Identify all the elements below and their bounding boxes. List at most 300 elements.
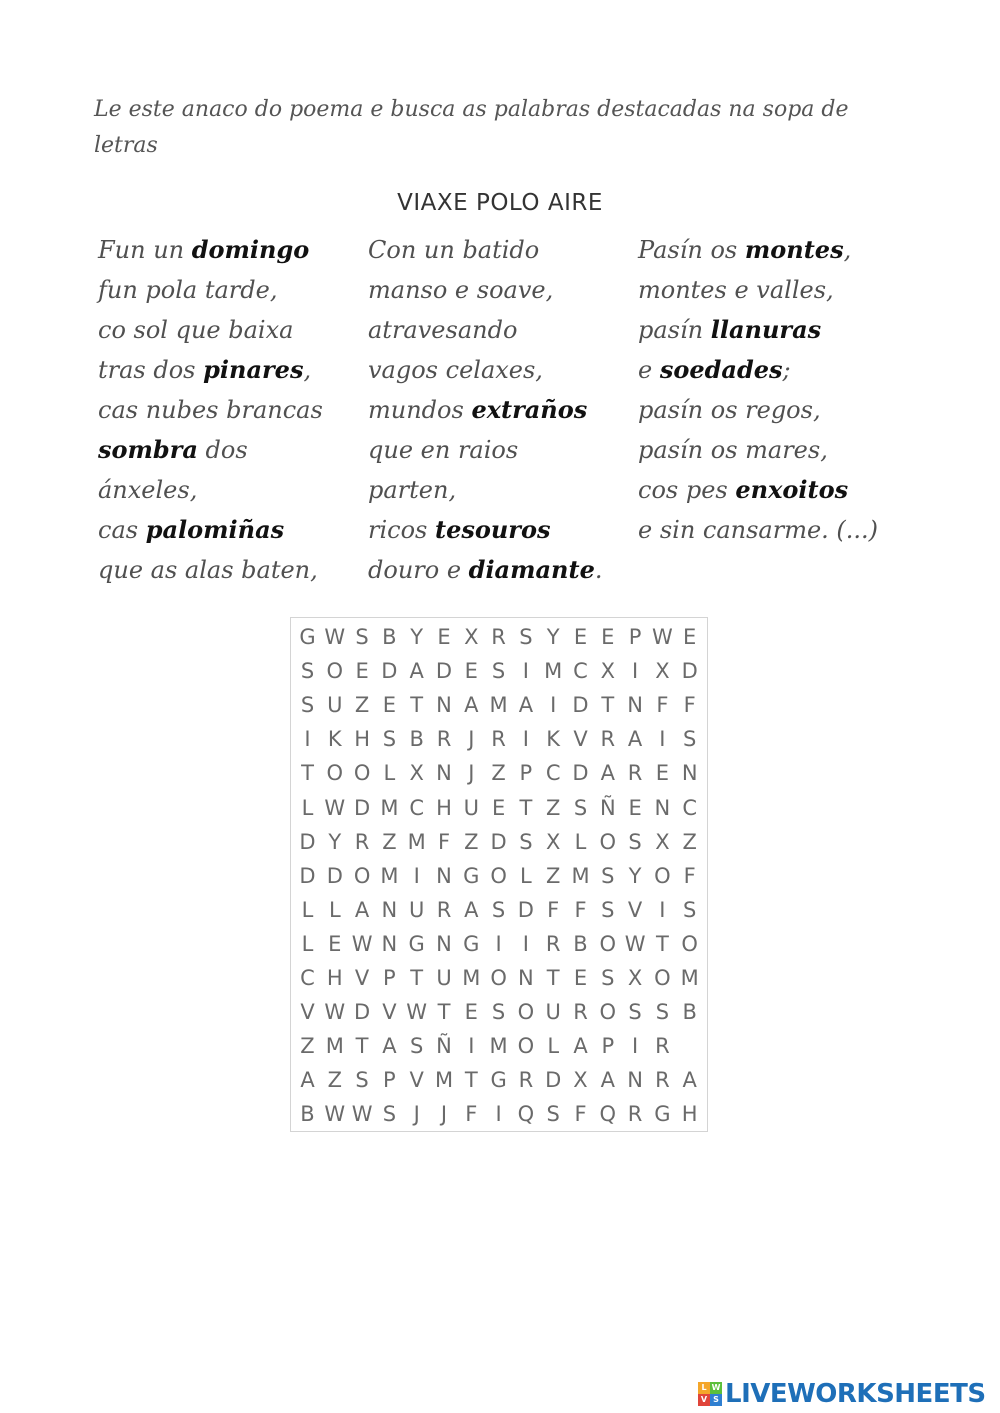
highlighted-word: sombra bbox=[98, 435, 198, 464]
grid-letter[interactable]: H bbox=[436, 795, 452, 820]
grid-letter[interactable]: A bbox=[382, 1034, 397, 1059]
grid-letter[interactable]: A bbox=[409, 659, 424, 684]
grid-letter[interactable]: S bbox=[491, 1000, 506, 1025]
poem-line-text: co sol que baixa bbox=[98, 316, 294, 344]
grid-letter[interactable]: V bbox=[354, 966, 370, 990]
grid-letter[interactable]: F bbox=[547, 897, 560, 922]
poem-line bbox=[638, 510, 878, 550]
grid-letter[interactable]: V bbox=[300, 1000, 315, 1025]
grid-letter[interactable]: H bbox=[326, 966, 343, 990]
grid-row bbox=[291, 927, 707, 961]
grid-row bbox=[291, 654, 707, 688]
grid-row bbox=[291, 1063, 707, 1097]
grid-letter[interactable]: S bbox=[300, 659, 315, 684]
grid-letter[interactable]: R bbox=[655, 1068, 670, 1093]
grid-letter[interactable]: J bbox=[413, 1102, 420, 1127]
grid-letter[interactable]: B bbox=[573, 931, 588, 956]
grid-letter[interactable]: D bbox=[545, 1068, 562, 1093]
poem-line bbox=[368, 430, 603, 470]
grid-letter[interactable]: P bbox=[519, 761, 533, 786]
poem-line-text: . bbox=[594, 556, 603, 584]
grid-letter[interactable]: O bbox=[599, 931, 617, 956]
grid-letter[interactable]: S bbox=[355, 625, 369, 649]
grid-letter[interactable]: L bbox=[383, 761, 396, 786]
grid-letter[interactable]: A bbox=[682, 1068, 697, 1093]
grid-letter[interactable]: D bbox=[354, 1000, 371, 1025]
grid-letter[interactable]: M bbox=[462, 966, 481, 990]
poem-line-text: e bbox=[638, 356, 660, 384]
grid-letter[interactable]: X bbox=[464, 625, 479, 649]
grid-letter[interactable]: M bbox=[544, 659, 563, 684]
grid-letter[interactable]: S bbox=[573, 795, 588, 820]
grid-letter[interactable]: T bbox=[601, 693, 615, 718]
grid-letter[interactable]: R bbox=[545, 931, 561, 956]
grid-letter[interactable]: S bbox=[519, 829, 533, 854]
grid-letter[interactable]: O bbox=[326, 659, 344, 684]
grid-letter[interactable]: E bbox=[655, 761, 670, 786]
grid-letter[interactable]: W bbox=[324, 1102, 346, 1127]
liveworksheets-icon bbox=[698, 1382, 722, 1406]
grid-letter[interactable]: X bbox=[655, 829, 670, 854]
grid-letter[interactable]: D bbox=[299, 863, 316, 888]
grid-row bbox=[291, 1097, 707, 1131]
brand-icon-tile: L bbox=[698, 1382, 710, 1394]
grid-letter[interactable]: Ñ bbox=[599, 795, 616, 820]
grid-letter[interactable]: H bbox=[681, 1102, 698, 1127]
poem-line-text: cas nubes brancas bbox=[98, 396, 323, 424]
grid-letter[interactable]: D bbox=[381, 659, 398, 684]
grid-letter[interactable]: M bbox=[571, 863, 590, 888]
grid-letter[interactable]: T bbox=[355, 1034, 369, 1059]
highlighted-word: montes bbox=[744, 235, 844, 264]
poem-title: VIAXE POLO AIRE bbox=[397, 190, 603, 216]
grid-letter[interactable]: E bbox=[437, 625, 451, 649]
grid-letter[interactable]: O bbox=[681, 931, 698, 956]
poem-line-text: mundos bbox=[368, 396, 472, 424]
grid-letter[interactable]: V bbox=[409, 1068, 424, 1093]
grid-letter[interactable]: T bbox=[437, 1000, 451, 1025]
grid-letter[interactable]: F bbox=[683, 693, 696, 718]
grid-letter[interactable]: F bbox=[574, 897, 587, 922]
poem-line-text: ricos bbox=[368, 516, 435, 544]
grid-letter[interactable]: C bbox=[682, 795, 698, 820]
grid-letter[interactable]: Z bbox=[327, 1068, 342, 1093]
grid-letter[interactable]: U bbox=[545, 1000, 561, 1025]
grid-letter[interactable]: A bbox=[354, 897, 370, 922]
grid-letter[interactable]: Y bbox=[410, 625, 424, 649]
grid-letter[interactable]: Q bbox=[517, 1102, 535, 1127]
poem-line-text: vagos celaxes, bbox=[368, 356, 543, 384]
grid-letter[interactable]: O bbox=[353, 761, 371, 786]
poem-line bbox=[98, 430, 323, 470]
grid-row bbox=[291, 893, 707, 927]
liveworksheets-logo bbox=[698, 1378, 986, 1410]
grid-letter[interactable]: N bbox=[518, 966, 534, 990]
poem-line bbox=[638, 230, 878, 270]
grid-letter[interactable]: B bbox=[682, 1000, 697, 1025]
grid-letter[interactable]: N bbox=[627, 693, 643, 718]
grid-letter[interactable]: I bbox=[522, 931, 529, 956]
grid-letter[interactable]: R bbox=[354, 829, 370, 854]
grid-letter[interactable]: D bbox=[326, 863, 343, 888]
grid-letter[interactable]: M bbox=[489, 1034, 508, 1059]
poem-line bbox=[638, 470, 878, 510]
grid-letter[interactable]: S bbox=[601, 863, 615, 888]
grid-letter[interactable]: P bbox=[383, 966, 396, 990]
grid-letter[interactable]: E bbox=[464, 1000, 478, 1025]
grid-letter[interactable]: A bbox=[464, 693, 479, 718]
grid-letter[interactable]: I bbox=[522, 659, 529, 684]
grid-letter[interactable]: S bbox=[628, 829, 642, 854]
grid-letter[interactable]: P bbox=[383, 1068, 396, 1093]
grid-letter[interactable]: X bbox=[600, 659, 615, 684]
grid-letter[interactable]: U bbox=[436, 966, 452, 990]
grid-letter[interactable]: Z bbox=[545, 795, 561, 820]
grid-letter[interactable]: Z bbox=[300, 1034, 315, 1059]
poem-line-text: que en raios bbox=[368, 436, 519, 464]
highlighted-word: pinares bbox=[203, 355, 304, 384]
grid-letter[interactable]: I bbox=[495, 931, 502, 956]
poem-line bbox=[638, 430, 878, 470]
grid-letter[interactable]: S bbox=[683, 897, 697, 922]
grid-letter[interactable]: S bbox=[683, 727, 697, 752]
grid-letter[interactable]: O bbox=[490, 966, 507, 990]
highlighted-word: domingo bbox=[191, 235, 310, 264]
grid-letter[interactable]: O bbox=[326, 761, 344, 786]
grid-letter[interactable]: I bbox=[522, 727, 529, 752]
poem-line bbox=[98, 310, 323, 350]
grid-letter[interactable]: H bbox=[354, 727, 370, 752]
grid-letter[interactable]: J bbox=[440, 1102, 448, 1127]
poem-line-text: ; bbox=[782, 356, 791, 384]
grid-letter[interactable]: G bbox=[299, 625, 316, 649]
poem-line bbox=[368, 270, 603, 310]
grid-row bbox=[291, 859, 707, 893]
grid-letter[interactable]: M bbox=[380, 795, 399, 820]
grid-letter[interactable]: N bbox=[627, 1068, 643, 1093]
grid-letter[interactable]: F bbox=[437, 829, 451, 854]
grid-letter[interactable]: B bbox=[409, 727, 424, 752]
grid-letter[interactable]: S bbox=[491, 897, 506, 922]
grid-letter[interactable]: M bbox=[680, 966, 699, 990]
grid-letter[interactable]: S bbox=[410, 1034, 424, 1059]
poem-line-text: , bbox=[843, 236, 852, 264]
grid-letter[interactable]: F bbox=[656, 693, 669, 718]
grid-letter[interactable]: M bbox=[407, 829, 426, 854]
grid-letter[interactable]: M bbox=[380, 863, 399, 888]
grid-letter[interactable]: F bbox=[574, 1102, 587, 1127]
stanza-1 bbox=[98, 230, 323, 590]
highlighted-word: enxoitos bbox=[735, 475, 849, 504]
grid-letter[interactable]: L bbox=[574, 829, 587, 854]
grid-row bbox=[291, 688, 707, 722]
grid-letter[interactable]: R bbox=[627, 761, 643, 786]
grid-letter[interactable]: E bbox=[464, 659, 478, 684]
grid-letter[interactable]: J bbox=[468, 761, 475, 786]
grid-letter[interactable]: W bbox=[351, 931, 373, 956]
grid-letter[interactable]: G bbox=[490, 1068, 507, 1093]
grid-letter[interactable]: I bbox=[304, 727, 311, 752]
highlighted-word: llanuras bbox=[710, 315, 822, 344]
grid-letter[interactable]: D bbox=[490, 829, 507, 854]
grid-letter[interactable]: F bbox=[683, 863, 696, 888]
grid-letter[interactable]: Z bbox=[682, 829, 697, 854]
grid-letter[interactable]: O bbox=[353, 863, 371, 888]
grid-letter[interactable]: R bbox=[600, 727, 616, 752]
poem-line-text: pasín bbox=[638, 316, 711, 344]
grid-row bbox=[291, 756, 707, 790]
grid-letter[interactable]: E bbox=[601, 625, 615, 649]
grid-letter[interactable]: W bbox=[324, 1000, 346, 1025]
grid-letter[interactable]: I bbox=[659, 727, 666, 752]
highlighted-word: tesouros bbox=[434, 515, 551, 544]
word-search-grid[interactable] bbox=[290, 617, 708, 1132]
grid-letter[interactable]: W bbox=[351, 1102, 373, 1127]
grid-letter[interactable]: I bbox=[550, 693, 557, 718]
grid-letter[interactable]: B bbox=[382, 625, 397, 649]
grid-letter[interactable]: D bbox=[299, 829, 316, 854]
grid-letter[interactable]: X bbox=[627, 966, 643, 990]
grid-letter[interactable]: S bbox=[655, 1000, 670, 1025]
grid-letter[interactable]: R bbox=[491, 625, 506, 649]
grid-letter[interactable]: L bbox=[301, 795, 314, 820]
grid-letter[interactable]: N bbox=[436, 761, 452, 786]
grid-letter[interactable]: N bbox=[381, 931, 398, 956]
grid-letter[interactable]: A bbox=[300, 1068, 315, 1093]
grid-letter[interactable]: T bbox=[519, 795, 533, 820]
grid-letter[interactable]: R bbox=[655, 1034, 670, 1059]
grid-letter[interactable]: P bbox=[628, 625, 642, 649]
grid-letter[interactable]: E bbox=[382, 693, 397, 718]
grid-letter[interactable]: N bbox=[436, 863, 452, 888]
grid-letter[interactable]: O bbox=[517, 1000, 535, 1025]
grid-letter[interactable]: K bbox=[546, 727, 561, 752]
grid-letter[interactable]: N bbox=[436, 693, 452, 718]
grid-letter[interactable]: O bbox=[599, 1000, 617, 1025]
grid-letter[interactable]: G bbox=[463, 931, 480, 956]
grid-letter[interactable]: L bbox=[301, 897, 314, 922]
grid-letter[interactable]: Z bbox=[354, 693, 370, 718]
grid-letter[interactable]: X bbox=[655, 659, 670, 684]
poem-line-text: , bbox=[303, 356, 312, 384]
grid-letter[interactable]: N bbox=[681, 761, 698, 786]
grid-letter[interactable]: C bbox=[300, 966, 315, 990]
grid-letter[interactable]: Z bbox=[545, 863, 561, 888]
grid-letter[interactable]: D bbox=[435, 659, 453, 684]
grid-letter[interactable]: S bbox=[546, 1102, 560, 1127]
grid-letter[interactable]: Y bbox=[628, 863, 642, 888]
grid-letter[interactable]: F bbox=[465, 1102, 478, 1127]
grid-letter[interactable]: T bbox=[410, 693, 424, 718]
grid-letter[interactable]: S bbox=[601, 966, 615, 990]
grid-letter[interactable]: A bbox=[627, 727, 643, 752]
grid-letter[interactable]: X bbox=[409, 761, 424, 786]
grid-letter[interactable]: E bbox=[328, 931, 342, 956]
poem-line-text: Fun un bbox=[98, 236, 192, 264]
stanza-2 bbox=[368, 230, 603, 590]
grid-letter[interactable]: D bbox=[517, 897, 534, 922]
grid-letter[interactable]: E bbox=[573, 966, 588, 990]
poem-line bbox=[98, 390, 323, 430]
grid-letter[interactable]: O bbox=[654, 863, 671, 888]
grid-letter[interactable]: S bbox=[355, 1068, 369, 1093]
brand-icon-tile: S bbox=[710, 1394, 722, 1406]
grid-letter[interactable]: U bbox=[409, 897, 425, 922]
grid-letter[interactable]: E bbox=[628, 795, 642, 820]
grid-letter[interactable]: R bbox=[518, 1068, 534, 1093]
poem-line-text: Con un batido bbox=[368, 236, 540, 264]
poem-line-text: pasín os regos, bbox=[638, 396, 821, 424]
grid-letter[interactable]: X bbox=[545, 829, 561, 854]
poem-line bbox=[638, 310, 878, 350]
grid-letter[interactable]: R bbox=[573, 1000, 588, 1025]
grid-letter[interactable]: I bbox=[468, 1034, 475, 1059]
grid-letter[interactable]: T bbox=[464, 1068, 478, 1093]
grid-letter[interactable]: G bbox=[654, 1102, 671, 1127]
poem-line-text: e sin cansarme. (...) bbox=[638, 516, 879, 544]
grid-letter[interactable]: Y bbox=[546, 625, 560, 649]
grid-letter[interactable]: Z bbox=[491, 761, 506, 786]
grid-letter[interactable]: W bbox=[624, 931, 646, 956]
poem-line bbox=[638, 390, 878, 430]
grid-letter[interactable]: L bbox=[328, 897, 341, 922]
poem-line-text: douro e bbox=[368, 556, 469, 584]
grid-letter[interactable]: I bbox=[495, 1102, 502, 1127]
brand-text: LIVEWORKSHEETS bbox=[725, 1379, 986, 1409]
grid-letter[interactable]: M bbox=[434, 1068, 454, 1093]
grid-letter[interactable]: M bbox=[489, 693, 508, 718]
grid-letter[interactable]: W bbox=[652, 625, 673, 649]
poem-line-text: pasín os mares, bbox=[638, 436, 828, 464]
grid-letter[interactable]: V bbox=[573, 727, 588, 752]
grid-letter[interactable]: A bbox=[573, 1034, 588, 1059]
grid-letter[interactable]: D bbox=[681, 659, 698, 684]
instructions-text: Le este anaco do poema e busca as palabras destacadas na sopa de letras bbox=[94, 97, 849, 158]
grid-letter[interactable]: X bbox=[573, 1068, 588, 1093]
grid-letter[interactable]: A bbox=[518, 693, 534, 718]
grid-letter[interactable]: I bbox=[659, 897, 666, 922]
grid-letter[interactable]: S bbox=[628, 1000, 642, 1025]
grid-letter[interactable]: N bbox=[654, 795, 671, 820]
poem-line-text: parten, bbox=[368, 476, 457, 504]
grid-letter[interactable]: V bbox=[382, 1000, 397, 1025]
grid-letter[interactable]: O bbox=[599, 829, 617, 854]
poem-line bbox=[98, 350, 323, 390]
grid-letter[interactable]: R bbox=[436, 727, 452, 752]
grid-letter[interactable]: C bbox=[573, 659, 588, 684]
grid-letter[interactable]: G bbox=[463, 863, 480, 888]
grid-letter[interactable]: C bbox=[409, 795, 425, 820]
grid-letter[interactable]: S bbox=[519, 625, 533, 649]
grid-letter[interactable]: E bbox=[573, 625, 588, 649]
poem-line-text: atravesando bbox=[368, 316, 518, 344]
grid-letter[interactable]: T bbox=[410, 966, 424, 990]
grid-letter[interactable]: Z bbox=[464, 829, 479, 854]
grid-letter[interactable]: S bbox=[601, 897, 615, 922]
grid-letter[interactable]: D bbox=[354, 795, 371, 820]
stanza-3 bbox=[638, 230, 878, 550]
grid-letter[interactable]: S bbox=[300, 693, 315, 718]
grid-letter[interactable]: T bbox=[301, 761, 314, 786]
grid-letter[interactable]: S bbox=[491, 659, 506, 684]
poem-line bbox=[638, 270, 878, 310]
poem-line-text: Pasín os bbox=[638, 236, 745, 264]
grid-letter[interactable]: T bbox=[546, 966, 560, 990]
grid-letter[interactable]: U bbox=[327, 693, 343, 718]
grid-letter[interactable]: D bbox=[572, 761, 589, 786]
grid-letter[interactable]: N bbox=[381, 897, 398, 922]
grid-letter[interactable]: N bbox=[436, 931, 452, 956]
poem-line bbox=[368, 550, 603, 590]
grid-letter[interactable]: E bbox=[491, 795, 506, 820]
grid-letter[interactable]: D bbox=[572, 693, 589, 718]
grid-letter[interactable]: R bbox=[627, 1102, 643, 1127]
grid-letter[interactable]: M bbox=[325, 1034, 344, 1059]
grid-row bbox=[291, 961, 707, 995]
poem-line bbox=[98, 470, 323, 510]
grid-letter[interactable]: L bbox=[520, 863, 532, 888]
grid-letter[interactable]: E bbox=[683, 625, 697, 649]
poem-line bbox=[98, 270, 323, 310]
grid-letter[interactable]: Z bbox=[382, 829, 397, 854]
grid-letter[interactable]: S bbox=[382, 727, 397, 752]
grid-letter[interactable]: C bbox=[545, 761, 561, 786]
poem-line bbox=[98, 230, 323, 270]
grid-letter[interactable]: L bbox=[301, 931, 314, 956]
grid-letter[interactable]: W bbox=[406, 1000, 428, 1025]
grid-letter[interactable]: A bbox=[600, 761, 615, 786]
grid-letter[interactable]: I bbox=[631, 1034, 639, 1059]
grid-letter[interactable]: R bbox=[491, 727, 506, 752]
grid-row bbox=[291, 722, 707, 756]
grid-letter[interactable]: T bbox=[655, 931, 669, 956]
grid-letter[interactable]: O bbox=[517, 1034, 535, 1059]
grid-letter[interactable]: W bbox=[324, 795, 346, 820]
grid-letter[interactable]: E bbox=[355, 659, 369, 684]
poem-line-text: que as alas baten, bbox=[98, 556, 318, 584]
grid-letter[interactable]: B bbox=[300, 1102, 315, 1127]
grid-letter[interactable]: A bbox=[600, 1068, 615, 1093]
poem-line bbox=[98, 550, 323, 590]
grid-row bbox=[291, 1029, 707, 1063]
grid-row bbox=[291, 995, 707, 1029]
grid-letter[interactable]: Y bbox=[328, 829, 342, 854]
poem-line-text: dos bbox=[197, 436, 248, 464]
grid-letter[interactable]: O bbox=[654, 966, 671, 990]
brand-icon-tile: W bbox=[711, 1383, 721, 1392]
grid-letter[interactable]: W bbox=[324, 625, 346, 649]
grid-letter[interactable]: V bbox=[627, 897, 643, 922]
highlighted-word: palomiñas bbox=[145, 515, 285, 544]
grid-letter[interactable]: J bbox=[468, 727, 475, 752]
grid-letter[interactable]: Q bbox=[599, 1102, 617, 1127]
grid-letter[interactable]: G bbox=[408, 931, 425, 956]
grid-letter[interactable]: A bbox=[464, 897, 479, 922]
grid-letter[interactable]: Ñ bbox=[436, 1034, 452, 1059]
grid-letter[interactable]: I bbox=[631, 659, 639, 684]
poem-line bbox=[368, 230, 603, 270]
grid-letter[interactable]: R bbox=[436, 897, 452, 922]
grid-row bbox=[291, 825, 707, 859]
grid-letter[interactable]: S bbox=[382, 1102, 397, 1127]
grid-letter[interactable]: K bbox=[327, 727, 342, 752]
grid-letter[interactable]: U bbox=[463, 795, 479, 820]
poem-line bbox=[368, 390, 603, 430]
grid-letter[interactable]: L bbox=[547, 1034, 560, 1059]
grid-letter[interactable]: I bbox=[413, 863, 420, 888]
grid-letter[interactable]: P bbox=[601, 1034, 615, 1059]
grid-letter[interactable]: O bbox=[490, 863, 507, 888]
